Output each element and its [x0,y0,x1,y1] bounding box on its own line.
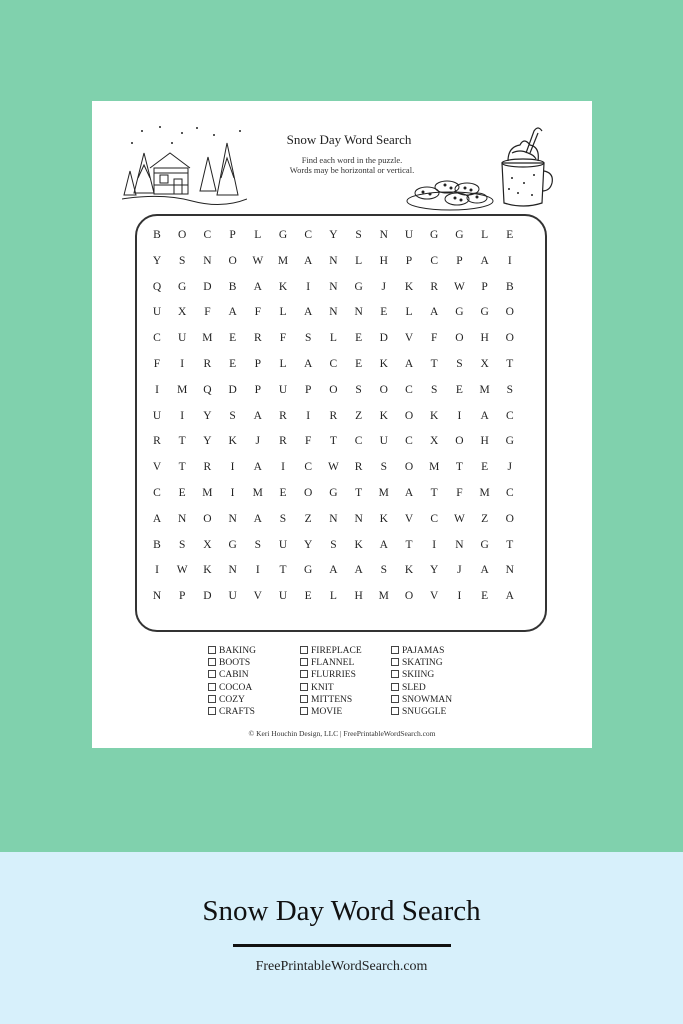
word-label: CABIN [219,670,249,681]
bottom-banner [0,852,683,1024]
grid-letter: D [379,332,388,345]
grid-letter: I [230,461,235,474]
grid-letter: R [153,435,161,448]
grid-letter: Y [203,409,212,422]
grid-letter: S [456,358,463,370]
grid-letter: L [329,590,337,603]
grid-letter: I [457,409,462,422]
grid-letter: A [379,538,388,551]
grid-letter: A [228,306,237,319]
cabin-icon [122,123,247,208]
word-list-item[interactable] [391,669,434,681]
word-list-item[interactable] [208,669,249,681]
grid-letter: I [155,564,159,577]
grid-letter: E [481,461,489,474]
grid-letter: G [430,229,439,241]
grid-letter: R [329,409,338,422]
checkbox-icon[interactable] [300,695,308,703]
checkbox-icon[interactable] [300,707,308,715]
grid-letter: I [255,564,260,577]
grid-letter: C [203,229,212,241]
checkbox-icon[interactable] [391,707,399,715]
grid-letter: S [178,254,186,267]
grid-letter: W [176,564,188,577]
grid-letter: I [306,409,311,422]
grid-letter: P [304,383,312,396]
checkbox-icon[interactable] [300,683,308,691]
grid-letter: A [480,564,489,577]
word-list-item[interactable] [300,645,362,657]
grid-letter: E [455,383,463,396]
grid-letter: N [329,280,338,293]
checkbox-icon[interactable] [208,707,216,715]
grid-letter: T [178,461,186,474]
grid-letter: V [404,332,414,345]
grid-letter: U [404,229,414,241]
grid-letter: Z [355,409,363,422]
word-label: SNUGGLE [402,707,447,717]
grid-letter: E [229,332,237,345]
word-label: COZY [219,694,245,705]
checkbox-icon[interactable] [391,695,399,703]
word-list-item[interactable] [300,682,334,694]
grid-letter: C [304,461,313,474]
checkbox-icon[interactable] [300,646,308,654]
grid-letter: I [432,538,437,551]
grid-letter: Y [329,229,338,241]
grid-letter: B [505,280,514,293]
grid-letter: O [505,332,514,345]
grid-letter: N [354,306,363,319]
grid-letter: I [180,358,185,370]
word-label: SLED [402,682,426,693]
grid-letter: N [329,512,338,525]
grid-letter: K [278,280,288,293]
grid-letter: C [329,358,338,370]
grid-letter: O [178,229,187,241]
grid-letter: O [203,512,212,525]
grid-letter: U [178,332,187,345]
grid-letter: Y [152,254,162,267]
word-label: SKATING [402,658,443,669]
word-list-item[interactable] [300,706,342,718]
word-label: MITTENS [311,694,353,705]
grid-letter: Y [304,538,313,551]
grid-letter: N [228,512,237,525]
checkbox-icon[interactable] [208,646,216,654]
grid-letter: S [178,538,186,551]
grid-letter: O [455,435,464,448]
grid-letter: M [479,383,490,396]
word-list-item[interactable] [208,694,245,706]
grid-letter: N [152,590,162,603]
copyright-text: © Keri Houchin Design, LLC | FreePrintableWordSearch.com [248,729,436,738]
checkbox-icon[interactable] [391,670,399,678]
grid-letter: A [404,358,414,370]
grid-letter: E [178,487,186,499]
grid-letter: V [430,590,439,603]
grid-letter: O [505,306,514,319]
grid-letter: S [229,409,236,422]
grid-letter: T [430,487,438,499]
word-label: FLANNEL [311,658,355,669]
grid-letter: T [455,461,463,474]
grid-letter: C [405,383,413,396]
grid-letter: A [354,564,363,577]
word-label: KNIT [311,682,334,693]
grid-letter: A [253,461,262,474]
grid-letter: D [203,590,212,603]
instruction-line-2: Words may be horizontal or vertical. [289,165,415,175]
grid-letter: I [155,383,159,396]
grid-letter: P [254,383,261,396]
grid-letter: E [229,358,237,370]
grid-letter: F [430,332,438,345]
grid-letter: B [153,229,161,241]
word-label: MOVIE [311,707,343,717]
grid-letter: N [354,512,363,525]
grid-letter: R [430,280,439,293]
word-list-item[interactable] [300,694,352,706]
grid-letter: E [279,487,287,499]
grid-letter: N [329,306,338,319]
grid-letter: C [430,254,439,267]
checkbox-icon[interactable] [208,670,216,678]
checkbox-icon[interactable] [300,670,308,678]
grid-letter: F [279,332,287,345]
grid-letter: C [505,487,514,499]
grid-letter: M [378,590,389,603]
grid-letter: R [354,461,363,474]
grid-letter: E [304,590,312,603]
grid-letter: U [379,435,388,448]
grid-letter: G [354,280,363,293]
grid-letter: G [480,306,489,319]
grid-letter: N [178,512,187,525]
grid-letter: C [304,229,313,241]
grid-letter: C [153,332,161,345]
grid-letter: X [480,358,489,370]
word-list-item[interactable] [391,706,446,718]
grid-letter: G [455,229,464,241]
grid-letter: U [278,383,288,396]
grid-letter: O [404,409,414,422]
word-list-item[interactable] [391,657,443,669]
grid-letter: M [202,487,213,499]
grid-letter: W [327,461,339,474]
grid-letter: D [228,383,237,396]
footer-site-link[interactable]: FreePrintableWordSearch.com [255,959,428,974]
grid-letter: C [505,409,514,422]
worksheet [92,101,592,748]
grid-letter: O [404,461,414,474]
word-list-item[interactable] [300,669,356,681]
grid-letter: O [404,590,414,603]
grid-letter: G [480,538,489,551]
grid-letter: D [203,280,212,293]
grid-letter: A [304,254,313,267]
grid-letter: A [304,306,313,319]
grid-letter: S [380,461,387,474]
grid-letter: N [203,254,212,267]
grid-letter: O [329,383,338,396]
grid-letter: J [457,564,462,577]
grid-letter: G [228,538,237,551]
grid-letter: U [228,590,237,603]
grid-letter: M [252,487,263,499]
grid-letter: Y [430,564,439,577]
grid-letter: G [178,280,187,293]
grid-letter: L [254,229,262,241]
word-label: CRAFTS [219,707,255,717]
grid-letter: N [379,229,388,241]
grid-letter: U [152,306,162,319]
grid-letter: I [180,409,185,422]
grid-letter: W [252,254,264,267]
word-list-item[interactable] [208,645,256,657]
grid-letter: T [178,435,186,448]
grid-letter: U [152,409,162,422]
checkbox-icon[interactable] [208,658,216,666]
grid-letter: L [329,332,337,345]
grid-letter: P [456,254,463,267]
grid-letter: J [381,280,387,293]
grid-letter: E [506,229,514,241]
word-list-item[interactable] [208,706,255,718]
word-label: COCOA [219,682,253,693]
instruction-line-1: Find each word in the puzzle. [301,155,403,165]
grid-letter: O [455,332,464,345]
grid-letter: R [253,332,262,345]
grid-letter: I [507,254,512,267]
grid-letter: I [457,590,462,603]
grid-letter: C [430,512,439,525]
grid-letter: E [380,306,388,319]
grid-letter: T [279,564,287,577]
grid-letter: I [230,487,235,499]
grid-letter: A [480,409,489,422]
grid-letter: Q [152,280,162,293]
grid-letter: M [429,461,440,474]
word-list-item[interactable] [208,657,250,669]
grid-letter: O [228,254,237,267]
grid-letter: K [404,564,414,577]
grid-letter: S [430,383,438,396]
grid-letter: A [304,358,313,370]
cocoa-mug-icon [494,123,554,211]
grid-letter: K [228,435,237,448]
worksheet-title: Snow Day Word Search [286,132,412,147]
grid-letter: X [430,435,439,448]
footer-title: Snow Day Word Search [202,895,481,927]
grid-letter: S [506,383,513,396]
word-label: SNOWMAN [402,694,453,705]
grid-letter: J [255,435,261,448]
grid-letter: Z [304,512,312,525]
grid-letter: M [277,254,289,267]
grid-letter: U [278,538,288,551]
grid-letter: A [430,306,439,319]
grid-letter: R [279,435,287,448]
grid-letter: P [178,590,186,603]
checkbox-icon[interactable] [208,695,216,703]
grid-letter: H [480,332,489,345]
grid-letter: M [202,332,213,345]
grid-letter: F [153,358,161,370]
grid-letter: A [480,254,489,267]
grid-letter: N [329,254,338,267]
grid-letter: A [505,590,514,603]
grid-letter: T [355,487,363,499]
grid-letter: S [355,229,362,241]
grid-letter: U [278,590,288,603]
grid-letter: Z [481,512,489,525]
grid-letter: A [404,487,414,499]
grid-letter: H [480,435,489,448]
grid-letter: A [253,409,262,422]
grid-letter: L [279,306,287,319]
grid-letter: N [228,564,237,577]
grid-letter: P [254,358,261,370]
grid-letter: S [279,512,287,525]
grid-letter: H [379,254,388,267]
grid-letter: O [505,512,514,525]
grid-letter: T [430,358,438,370]
grid-letter: F [204,306,211,319]
grid-letter: R [279,409,287,422]
grid-letter: L [355,254,363,267]
grid-letter: R [203,358,212,370]
grid-letter: C [405,435,413,448]
word-list-item[interactable] [391,694,452,706]
grid-letter: T [506,538,514,551]
word-list-item[interactable] [300,657,354,669]
grid-letter: P [229,229,236,241]
grid-letter: P [405,254,413,267]
grid-letter: N [455,538,464,551]
grid-letter: N [505,564,514,577]
grid-letter: I [281,461,285,474]
grid-letter: C [153,487,161,499]
grid-letter: Y [203,435,212,448]
grid-letter: K [430,409,439,422]
grid-letter: K [404,280,414,293]
grid-letter: G [329,487,338,499]
grid-letter: X [178,306,187,319]
grid-letter: V [404,512,414,525]
grid-letter: S [304,332,312,345]
grid-letter: L [405,306,413,319]
checkbox-icon[interactable] [391,658,399,666]
grid-letter: T [506,358,514,370]
grid-letter: M [479,487,490,499]
grid-letter: O [379,383,388,396]
word-label: BAKING [219,646,256,656]
letter-grid [135,214,547,632]
grid-letter: B [228,280,237,293]
grid-letter: G [304,564,313,577]
grid-letter: W [453,512,465,525]
grid-letter: S [254,538,261,551]
grid-letter: G [278,229,288,241]
grid-letter: F [254,306,261,319]
grid-letter: G [455,306,464,319]
grid-letter: A [152,512,162,525]
grid-letter: A [253,512,262,525]
word-label: FIREPLACE [311,646,362,656]
grid-letter: E [481,590,489,603]
grid-letter: C [354,435,363,448]
grid-letter: K [379,358,388,370]
word-list-item[interactable] [391,682,426,694]
grid-letter: B [153,538,161,551]
grid-letter: X [203,538,212,551]
grid-letter: S [380,564,387,577]
grid-letter: A [329,564,338,577]
grid-letter: F [456,487,463,499]
checkbox-icon[interactable] [391,646,399,654]
cookies-icon [405,173,495,213]
grid-letter: S [355,383,362,396]
grid-letter: S [330,538,337,551]
grid-letter: M [378,487,389,499]
grid-letter: V [152,461,162,474]
grid-letter: E [355,332,363,345]
grid-letter: J [507,461,513,474]
checkbox-icon[interactable] [391,683,399,691]
grid-letter: E [355,358,363,370]
word-label: BOOTS [219,658,251,669]
grid-letter: L [279,358,287,370]
grid-letter: P [481,280,488,293]
grid-letter: G [505,435,514,448]
grid-letter: O [304,487,313,499]
grid-letter: K [379,512,388,525]
word-label: PAJAMAS [402,646,445,656]
grid-letter: F [304,435,312,448]
grid-letter: K [354,538,363,551]
grid-letter: Q [203,383,212,396]
grid-letter: V [253,590,262,603]
word-list-item[interactable] [391,645,444,657]
grid-letter: W [453,280,465,293]
grid-letter: T [329,435,337,448]
word-list-item[interactable] [208,682,252,694]
grid-letter: H [354,590,363,603]
grid-letter: A [253,280,262,293]
footer-divider [233,944,451,947]
grid-letter: R [203,461,212,474]
grid-letter: I [306,280,311,293]
grid-letter: T [405,538,413,551]
checkbox-icon[interactable] [300,658,308,666]
checkbox-icon[interactable] [208,683,216,691]
grid-letter: L [481,229,489,241]
word-label: SKIING [402,670,435,681]
grid-letter: K [379,409,388,422]
grid-letter: K [203,564,212,577]
word-label: FLURRIES [311,670,356,681]
grid-letter: M [177,383,188,396]
